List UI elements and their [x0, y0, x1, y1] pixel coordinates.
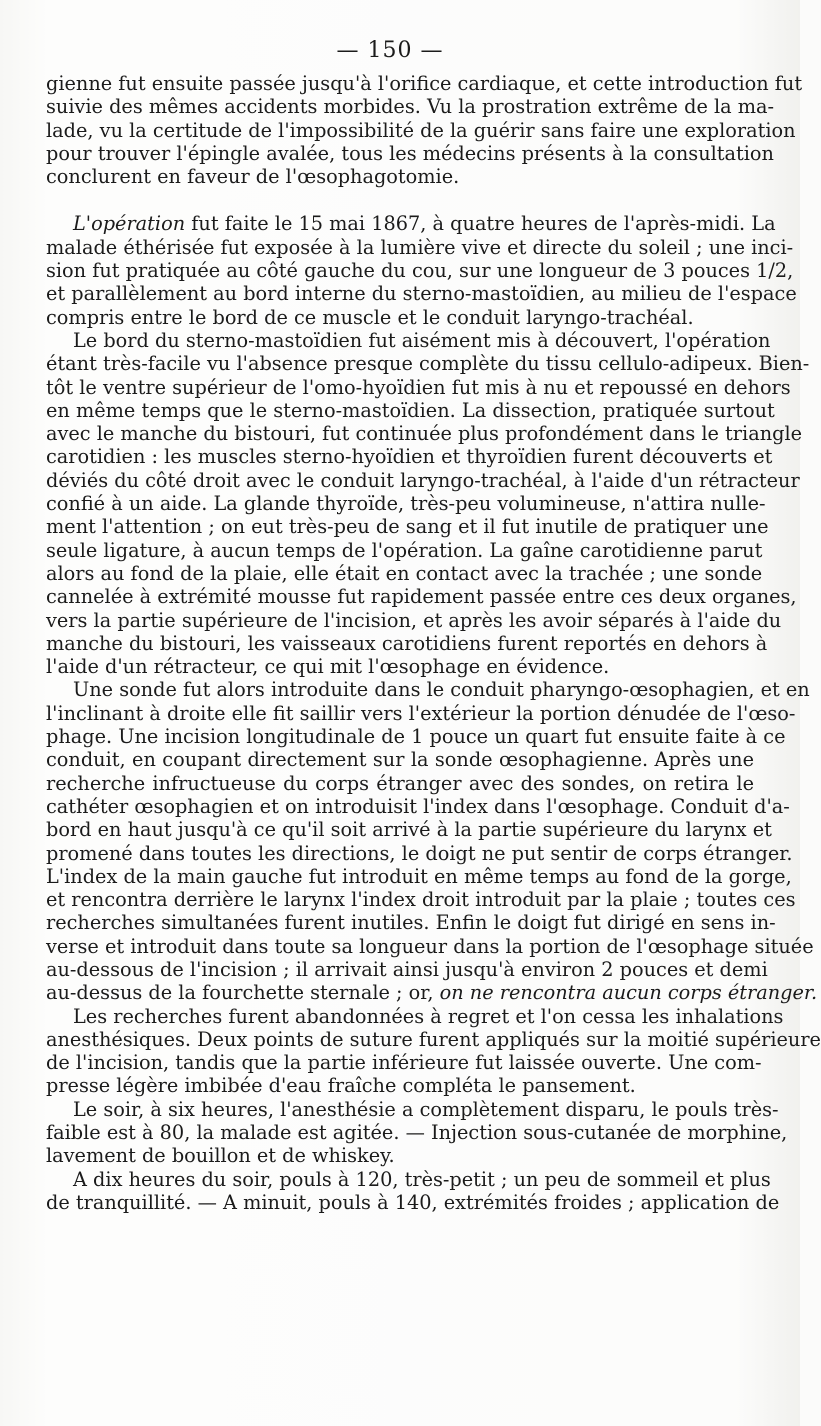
body-text: [46, 72, 821, 1214]
text-line: alors au fond de la plaie, elle était en contact avec la trachée ; une sonde: [46, 561, 763, 585]
paragraph: [46, 1167, 780, 1215]
text-line: [46, 981, 818, 1005]
paragraph: [46, 678, 818, 1005]
paragraph: [46, 1004, 821, 1098]
text-line: recherche infructueuse du corps étranger avec des sondes, on retira le: [46, 771, 754, 795]
text-line: L'index de la main gauche fut introduit en même temps au fond de la gorge,: [46, 864, 792, 888]
text-line: Le bord du sterno-mastoïdien fut aisément mis à découvert, l'opération: [73, 328, 771, 352]
text-line: suivie des mêmes accidents morbides. Vu la prostration extrême de la ma-: [46, 95, 775, 119]
italic-tail: on ne rencontra aucun corps étranger.: [439, 981, 818, 1005]
paragraph: [46, 1097, 788, 1168]
text-line: lavement de bouillon et de whiskey.: [46, 1144, 395, 1168]
text-line: malade éthérisée fut exposée à la lumière vive et directe du soleil ; une inci-: [46, 235, 794, 259]
text-line: seule ligature, à aucun temps de l'opération. La gaîne carotidienne parut: [46, 538, 763, 562]
text-line: conduit, en coupant directement sur la sonde œsophagienne. Après une: [46, 748, 754, 772]
paragraph: [46, 72, 803, 189]
page-number: — 150 —: [336, 38, 444, 63]
text-line-start: au-dessus de la fourchette sternale ; or,: [46, 981, 434, 1005]
text-line: étant très-facile vu l'absence presque complète du tissu cellulo-adipeux. Bien-: [46, 352, 810, 376]
italic-lead: L'opération: [73, 212, 186, 236]
text-line-rest: fut faite le 15 mai 1867, à quatre heures de l'après-midi. La: [191, 212, 776, 236]
text-line: A dix heures du soir, pouls à 120, très-petit ; un peu de sommeil et plus: [73, 1167, 771, 1191]
text-line: Le soir, à six heures, l'anesthésie a complètement disparu, le pouls très-: [73, 1097, 779, 1121]
text-line: presse légère imbibée d'eau fraîche compléta le pansement.: [46, 1074, 636, 1098]
text-line: faible est à 80, la malade est agitée. — Injection sous-cutanée de morphine,: [46, 1121, 788, 1145]
text-line: sion fut pratiquée au côté gauche du cou, sur une longueur de 3 pouces 1/2,: [46, 259, 794, 283]
text-line: compris entre le bord de ce muscle et le conduit laryngo-trachéal.: [46, 305, 694, 329]
text-line: confié à un aide. La glande thyroïde, très-peu volumineuse, n'attira nulle-: [46, 492, 766, 516]
text-line: de tranquillité. — A minuit, pouls à 140, extrémités froides ; application de: [46, 1190, 780, 1214]
text-line: cannelée à extrémité mousse fut rapidement passée entre ces deux organes,: [46, 585, 797, 609]
text-line: conclurent en faveur de l'œsophagotomie.: [46, 165, 460, 189]
paragraph: [46, 328, 810, 679]
text-line: au-dessous de l'incision ; il arrivait ainsi jusqu'à environ 2 pouces et demi: [46, 957, 768, 981]
text-line: verse et introduit dans toute sa longueur dans la portion de l'œsophage située: [46, 934, 814, 958]
text-line: l'aide d'un rétracteur, ce qui mit l'œsophage en évidence.: [46, 655, 610, 679]
text-line: Les recherches furent abandonnées à regret et l'on cessa les inhalations: [73, 1004, 784, 1028]
text-line: de l'incision, tandis que la partie inférieure fut laissée ouverte. Une com-: [46, 1051, 762, 1075]
text-line: ment l'attention ; on eut très-peu de sang et il fut inutile de pratiquer une: [46, 515, 769, 539]
text-line: carotidien : les muscles sterno-hyoïdien et thyroïdien furent découverts et: [46, 445, 773, 469]
text-line: Une sonde fut alors introduite dans le conduit pharyngo-œsophagien, et en: [73, 678, 810, 702]
text-line: avec le manche du bistouri, fut continuée plus profondément dans le triangle: [46, 422, 803, 446]
text-line: l'inclinant à droite elle fit saillir vers l'extérieur la portion dénudée de l'œso-: [46, 701, 796, 725]
text-line: lade, vu la certitude de l'impossibilité de la guérir sans faire une exploration: [46, 118, 796, 142]
text-line: recherches simultanées furent inutiles. Enfin le doigt fut dirigé en sens in-: [46, 911, 776, 935]
paragraph: [46, 212, 797, 329]
text-line: bord en haut jusqu'à ce qu'il soit arrivé à la partie supérieure du larynx et: [46, 818, 772, 842]
text-line: et parallèlement au bord interne du sterno-mastoïdien, au milieu de l'espace: [46, 282, 797, 306]
text-line: en même temps que le sterno-mastoïdien. La dissection, pratiquée surtout: [46, 398, 775, 422]
text-line: et rencontra derrière le larynx l'index droit introduit par la plaie ; toutes ces: [46, 888, 796, 912]
text-line: pour trouver l'épingle avalée, tous les médecins présents à la consultation: [46, 141, 774, 165]
text-line: déviés du côté droit avec le conduit laryngo-trachéal, à l'aide d'un rétracteur: [46, 468, 800, 492]
text-line: promené dans toutes les directions, le doigt ne put sentir de corps étranger.: [46, 841, 793, 865]
text-line: gienne fut ensuite passée jusqu'à l'orifice cardiaque, et cette introduction fut: [46, 72, 803, 95]
text-line: cathéter œsophagien et on introduisit l'index dans l'œsophage. Conduit d'a-: [46, 794, 790, 818]
text-line: [46, 212, 776, 236]
text-line: tôt le ventre supérieur de l'omo-hyoïdien fut mis à nu et repoussé en dehors: [46, 375, 791, 399]
text-line: phage. Une incision longitudinale de 1 pouce un quart fut ensuite faite à ce: [46, 725, 786, 749]
text-line: anesthésiques. Deux points de suture furent appliqués sur la moitié supérieure: [46, 1027, 821, 1051]
text-line: vers la partie supérieure de l'incision, et après les avoir séparés à l'aide du: [46, 608, 782, 632]
text-line: manche du bistouri, les vaisseaux carotidiens furent reportés en dehors à: [46, 631, 768, 655]
